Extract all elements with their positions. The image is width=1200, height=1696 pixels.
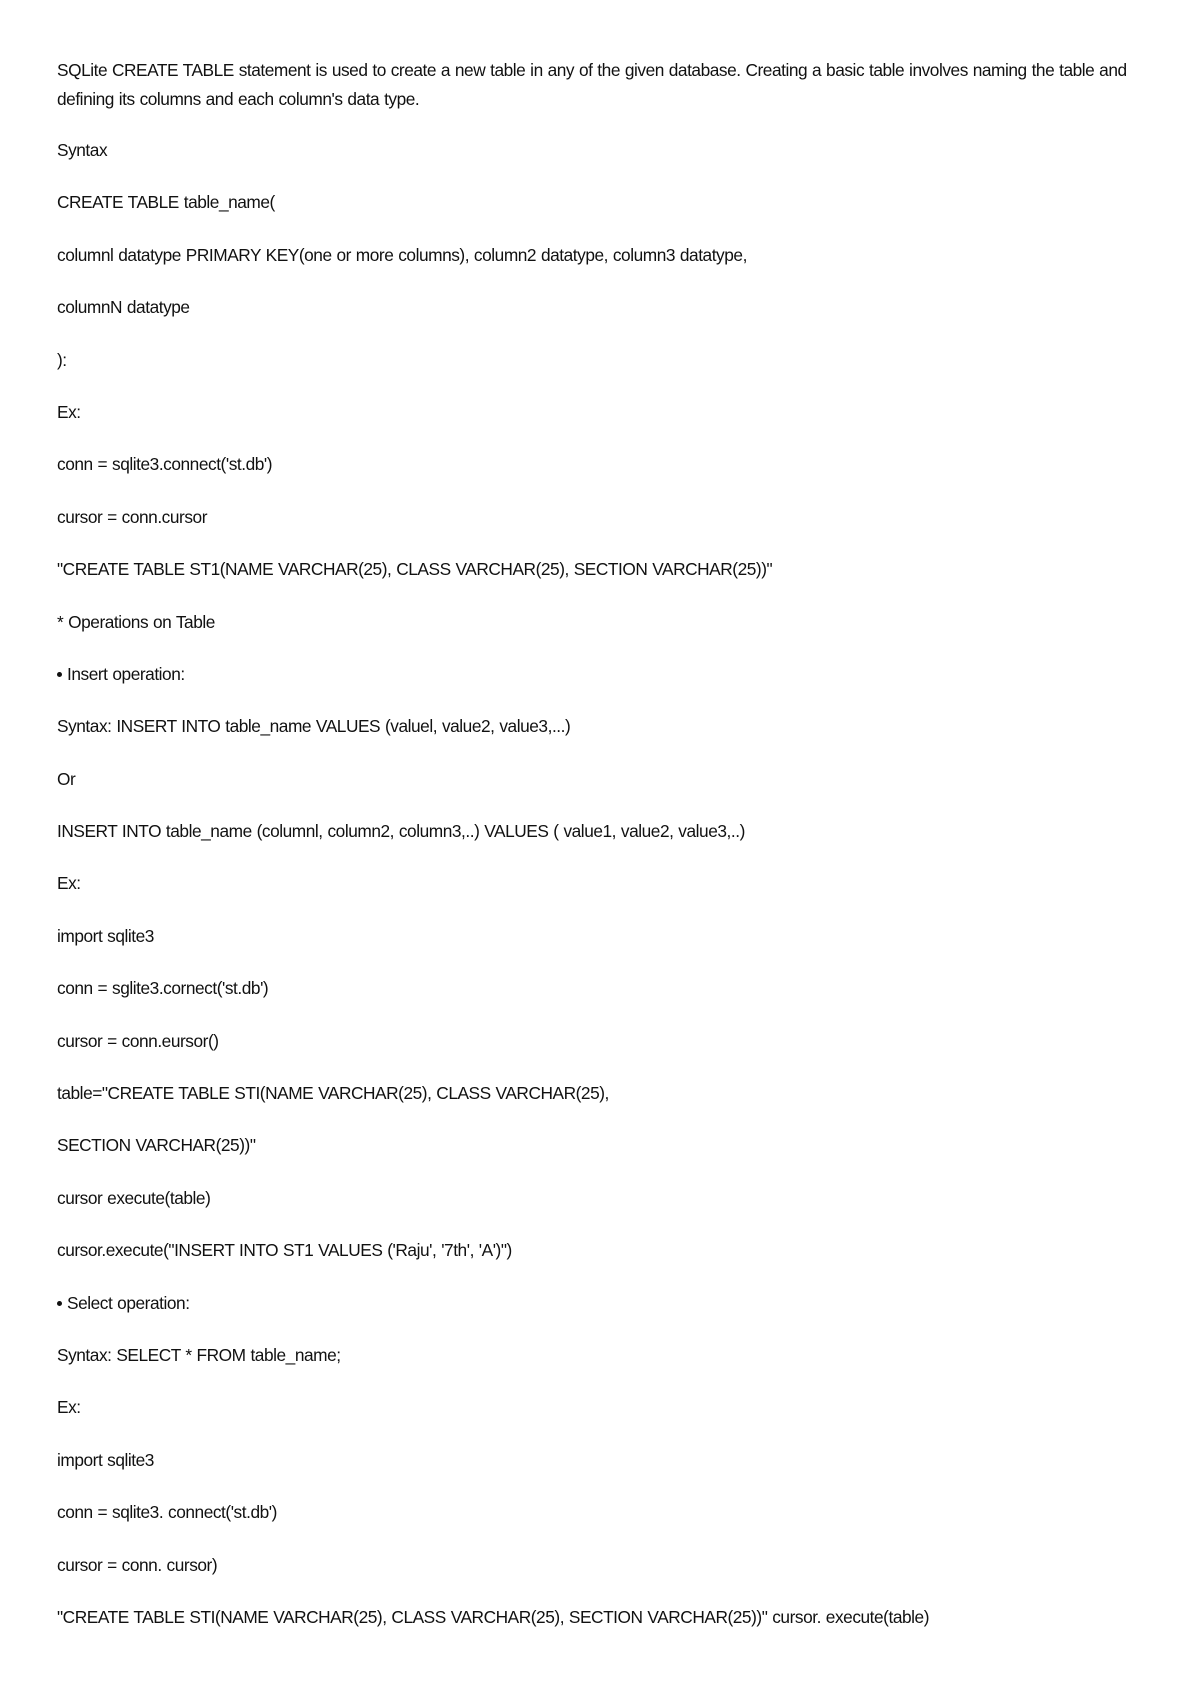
code-line-table-assign: table="CREATE TABLE STI(NAME VARCHAR(25), CLASS VARCHAR(25), (57, 1083, 609, 1104)
document-page (57, 56, 1137, 1632)
insert-syntax-line: Syntax: INSERT INTO table_name VALUES (valuel, value2, value3,...) (57, 716, 571, 737)
create-table-syntax-start: CREATE TABLE table_name( (57, 192, 275, 213)
example-label: Ex: (57, 401, 81, 422)
bullet-icon (57, 1301, 62, 1306)
code-line-execute-insert: cursor.execute("INSERT INTO ST1 VALUES ('Raju', '7th', 'A')") (57, 1240, 512, 1261)
code-line-create-table: "CREATE TABLE ST1(NAME VARCHAR(25), CLASS VARCHAR(25), SECTION VARCHAR(25))" (57, 559, 773, 580)
syntax-closing-line: ): (57, 349, 67, 370)
code-line-cursor: cursor = conn.cursor (57, 506, 207, 527)
syntax-label: Syntax (57, 140, 108, 160)
select-operation-label: Select operation: (67, 1292, 190, 1313)
bullet-icon (57, 672, 62, 677)
example-label: Ex: (57, 1397, 81, 1418)
column-n-line: columnN datatype (57, 297, 190, 318)
code-line-cursor: cursor = conn. cursor) (57, 1554, 218, 1575)
code-line-import: import sqlite3 (57, 925, 154, 946)
code-line-import: import sqlite3 (57, 1449, 154, 1470)
code-line-connect: conn = sglite3.cornect('st.db') (57, 978, 269, 999)
or-line: Or (57, 768, 76, 789)
insert-columns-syntax-line: INSERT INTO table_name (columnl, column2, column3,..) VALUES ( value1, value2, value3,..) (57, 821, 745, 842)
code-line-create-and-execute: "CREATE TABLE STI(NAME VARCHAR(25), CLASS VARCHAR(25), SECTION VARCHAR(25))" cursor. execute(table) (57, 1606, 930, 1627)
code-line-execute-table: cursor execute(table) (57, 1187, 211, 1208)
intro-paragraph: SQLite CREATE TABLE statement is used to create a new table in any of the given database. Creating a basic table involves naming the table and defining its columns and each column's data type. (57, 60, 1127, 109)
code-line-connect: conn = sqlite3. connect('st.db') (57, 1502, 277, 1523)
code-line-cursor: cursor = conn.eursor() (57, 1030, 219, 1051)
columns-definition-line: columnl datatype PRIMARY KEY(one or more columns), column2 datatype, column3 datatype, (57, 244, 747, 265)
select-syntax-line: Syntax: SELECT * FROM table_name; (57, 1344, 341, 1365)
bullet-insert-operation (57, 660, 1137, 689)
example-label: Ex: (57, 873, 81, 894)
bullet-select-operation (57, 1289, 1137, 1318)
operations-heading: * Operations on Table (57, 611, 215, 632)
code-line-connect: conn = sqlite3.connect('st.db') (57, 454, 273, 475)
code-line-section-column: SECTION VARCHAR(25))" (57, 1135, 256, 1156)
insert-operation-label: Insert operation: (67, 663, 185, 684)
